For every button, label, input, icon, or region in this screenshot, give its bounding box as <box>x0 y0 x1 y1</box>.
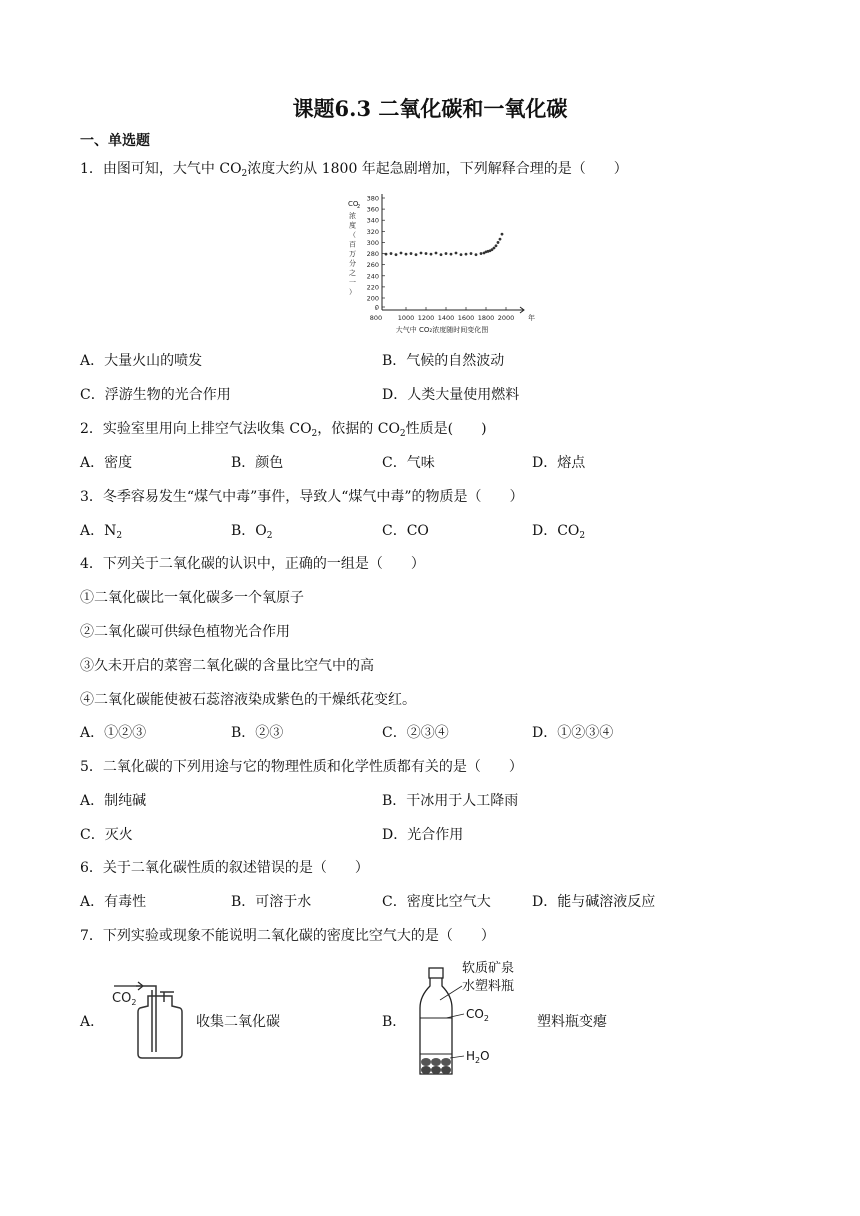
data-point <box>430 253 433 256</box>
q2-option-b[interactable]: B．颜色 <box>231 455 284 471</box>
bottle-cap <box>429 968 443 978</box>
q3-option-c[interactable]: C．CO <box>382 523 429 539</box>
q1-option-c[interactable]: C．浮游生物的光合作用 <box>80 387 231 403</box>
gas-collection-bottle-figure <box>106 978 186 1060</box>
y-tick-label: 320 <box>366 227 379 236</box>
x-tick-label: 800 <box>369 314 383 322</box>
q4-option-a[interactable]: A．①②③ <box>80 725 147 741</box>
q1-option-d[interactable]: D．人类大量使用燃料 <box>382 387 520 403</box>
section-heading: 一、单选题 <box>80 133 150 149</box>
data-point <box>495 244 498 247</box>
q4-statement-2: ②二氧化碳可供绿色植物光合作用 <box>80 624 290 640</box>
y-tick-label: 300 <box>366 238 379 247</box>
x-tick-label: 1200 <box>417 314 435 322</box>
y-tick-label: 200 <box>366 294 379 303</box>
data-point <box>455 252 458 255</box>
question-7-stem: 7．下列实验或现象不能说明二氧化碳的密度比空气大的是（ ） <box>80 928 495 944</box>
bottle-label-line2: 水塑料瓶 <box>462 979 515 994</box>
q6-option-d[interactable]: D．能与碱溶液反应 <box>532 894 656 910</box>
y-axis-label-sub: 2 <box>357 204 361 210</box>
q1-option-a[interactable]: A．大量火山的喷发 <box>80 353 203 369</box>
q1-option-b[interactable]: B．气候的自然波动 <box>382 353 505 369</box>
water-layer <box>421 1058 451 1074</box>
question-1-stem: 1．由图可知，大气中 $CO_2$浓度大约从 1800 年起急剧增加，下列解释合理的是（ ） <box>80 161 628 179</box>
y-axis-label-char: 浓 <box>349 212 356 220</box>
x-tick-label: 1800 <box>477 314 495 322</box>
q6-option-c[interactable]: C．密度比空气大 <box>382 894 491 910</box>
co2-concentration-chart <box>342 190 535 340</box>
data-point <box>475 253 478 256</box>
bottle-label-line1: 软质矿泉 <box>462 961 515 976</box>
data-point <box>497 241 500 244</box>
q4-option-c[interactable]: C．②③④ <box>382 725 449 741</box>
data-point <box>405 253 408 256</box>
data-point <box>400 252 403 255</box>
data-point <box>480 252 483 255</box>
q4-statement-1: ①二氧化碳比一氧化碳多一个氧原子 <box>80 590 304 606</box>
q7-option-b-caption: 塑料瓶变瘪 <box>537 1014 607 1030</box>
data-point <box>395 253 398 256</box>
y-tick-label: 240 <box>366 272 379 281</box>
data-point <box>440 253 443 256</box>
q6-option-a[interactable]: A．有毒性 <box>80 894 147 910</box>
question-2-stem: 2．实验室里用向上排空气法收集 $CO_2$，依据的 $CO_2$性质是( ) <box>80 421 487 439</box>
q6-option-b[interactable]: B．可溶于水 <box>231 894 312 910</box>
plastic-bottle-figure <box>412 956 532 1078</box>
co2-gas-label: $CO_2$ <box>112 991 137 1007</box>
y-tick-label: 260 <box>366 261 379 270</box>
y-axis-label-char: 一 <box>349 278 356 287</box>
y-tick-label: 340 <box>366 216 379 225</box>
data-point <box>435 252 438 255</box>
question-4-stem: 4．下列关于二氧化碳的认识中，正确的一组是（ ） <box>80 556 425 572</box>
q4-option-d[interactable]: D．①②③④ <box>532 725 614 741</box>
page-title: 课题6.3 二氧化碳和一氧化碳 <box>292 96 568 121</box>
y-axis-label-char: 万 <box>349 250 356 258</box>
q4-statement-3: ③久未开启的菜窖二氧化碳的含量比空气中的高 <box>80 658 374 674</box>
data-point <box>385 253 388 256</box>
y-tick-label: 360 <box>366 205 379 214</box>
data-point <box>499 238 502 241</box>
data-point <box>445 252 448 255</box>
y-axis-label-char: 度 <box>349 221 356 230</box>
question-3-stem: 3．冬季容易发生“煤气中毒”事件，导致人“煤气中毒”的物质是（ ） <box>80 489 524 505</box>
q7-option-a-caption: 收集二氧化碳 <box>196 1014 280 1030</box>
y-tick-label: 280 <box>366 250 379 259</box>
y-tick-label: 220 <box>366 283 379 292</box>
q5-option-c[interactable]: C．灭火 <box>80 827 133 843</box>
x-tick-label: 1600 <box>457 314 475 322</box>
data-point <box>460 253 463 256</box>
question-6-stem: 6．关于二氧化碳性质的叙述错误的是（ ） <box>80 860 369 876</box>
x-tick-label: 2000 <box>497 314 515 322</box>
q3-option-a[interactable]: A．$N_2$ <box>80 523 123 541</box>
q3-option-d[interactable]: D．$CO_2$ <box>532 523 586 541</box>
q7-option-a[interactable]: A． <box>80 1014 105 1030</box>
x-tick-label: 1400 <box>437 314 455 322</box>
data-point <box>470 252 473 255</box>
q4-option-b[interactable]: B．②③ <box>231 725 284 741</box>
gas-jar <box>138 996 182 1058</box>
bottle-water-label: $H_2O$ <box>466 1049 490 1065</box>
chart-title: 大气中 CO₂浓度随时间变化图 <box>395 326 489 334</box>
q2-option-d[interactable]: D．熔点 <box>532 455 586 471</box>
q5-option-b[interactable]: B．干冰用于人工降雨 <box>382 793 519 809</box>
q4-statement-4: ④二氧化碳能使被石蕊溶液染成紫色的干燥纸花变红。 <box>80 692 416 708</box>
data-point <box>425 252 428 255</box>
data-point <box>390 252 393 255</box>
data-point <box>493 247 496 250</box>
q2-option-c[interactable]: C．气味 <box>382 455 435 471</box>
q5-option-d[interactable]: D．光合作用 <box>382 827 464 843</box>
y-tick-label: 380 <box>366 194 379 203</box>
data-point <box>465 253 468 256</box>
y-axis-label-char: 分 <box>349 259 356 268</box>
x-axis-label: 年 <box>528 314 535 322</box>
y-axis-label-char: 百 <box>349 240 356 249</box>
y-axis-label-char: （ <box>349 231 356 239</box>
data-point <box>410 252 413 255</box>
q7-option-b[interactable]: B． <box>382 1014 407 1030</box>
data-point <box>501 233 504 236</box>
data-point <box>415 253 418 256</box>
y-axis-label-top: CO <box>348 200 359 208</box>
x-tick-label: 1000 <box>397 314 415 322</box>
y-tick-label: 0 <box>374 303 379 312</box>
data-point <box>450 253 453 256</box>
q5-option-a[interactable]: A．制纯碱 <box>80 793 147 809</box>
q3-option-b[interactable]: B．$O_2$ <box>231 523 273 541</box>
y-axis-label-char: ） <box>349 288 356 296</box>
q2-option-a[interactable]: A．密度 <box>80 455 133 471</box>
question-5-stem: 5．二氧化碳的下列用途与它的物理性质和化学性质都有关的是（ ） <box>80 759 523 775</box>
y-axis-label-char: 之 <box>349 269 356 277</box>
data-point <box>420 252 423 255</box>
bottle-co2-label: $CO_2$ <box>466 1007 489 1023</box>
